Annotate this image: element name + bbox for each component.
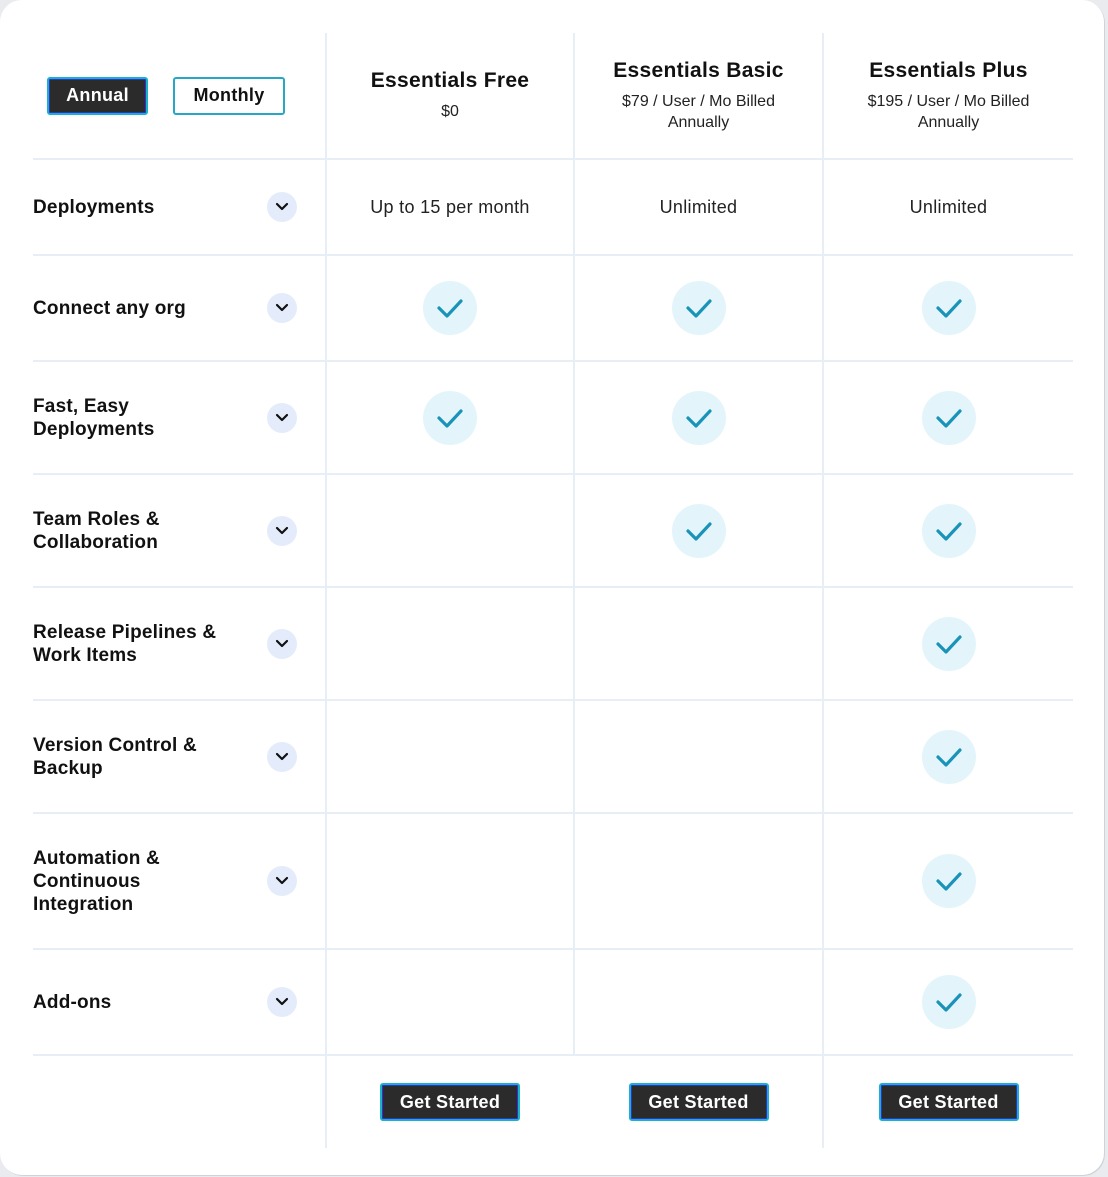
- plan-price: $79 / User / Mo Billed Annually: [622, 93, 775, 131]
- feature-rows: [33, 160, 1073, 1056]
- feature-value-cell: [822, 475, 1073, 586]
- feature-value-cell: [822, 814, 1073, 948]
- feature-row: [33, 588, 1073, 701]
- cta-cell: [325, 1056, 573, 1148]
- feature-value-cell: [325, 950, 573, 1054]
- get-started-button-basic[interactable]: Get Started: [629, 1083, 769, 1121]
- chevron-down-icon[interactable]: [267, 866, 297, 896]
- check-icon: [672, 281, 726, 335]
- feature-value-cell: [822, 256, 1073, 360]
- feature-value-cell: [325, 362, 573, 473]
- check-icon: [922, 617, 976, 671]
- check-icon: [922, 504, 976, 558]
- feature-label: Connect any org: [33, 297, 186, 319]
- check-icon: [423, 281, 477, 335]
- feature-value-cell: [822, 160, 1073, 254]
- monthly-button[interactable]: Monthly: [173, 77, 285, 115]
- chevron-down-icon[interactable]: [267, 629, 297, 659]
- plan-header-basic: [573, 33, 822, 158]
- pricing-table: [33, 33, 1073, 1148]
- feature-row: [33, 814, 1073, 950]
- feature-value: Unlimited: [909, 196, 988, 217]
- feature-value-cell: [573, 256, 822, 360]
- feature-row: [33, 950, 1073, 1056]
- feature-label-cell: [33, 256, 325, 360]
- feature-value-cell: [573, 814, 822, 948]
- check-icon: [672, 391, 726, 445]
- billing-toggle-cell: [33, 33, 325, 158]
- check-icon: [922, 391, 976, 445]
- feature-value-cell: [325, 588, 573, 699]
- cta-cell: [822, 1056, 1073, 1148]
- feature-value-cell: [573, 588, 822, 699]
- feature-value-cell: [573, 701, 822, 812]
- plan-name: Essentials Free: [370, 69, 530, 92]
- chevron-down-icon[interactable]: [267, 742, 297, 772]
- feature-value-cell: [325, 701, 573, 812]
- feature-value-cell: [822, 701, 1073, 812]
- feature-label-cell: [33, 701, 325, 812]
- get-started-button-plus[interactable]: Get Started: [879, 1083, 1019, 1121]
- feature-label: Add-ons: [33, 991, 112, 1013]
- check-icon: [922, 730, 976, 784]
- check-icon: [672, 504, 726, 558]
- chevron-down-icon[interactable]: [267, 403, 297, 433]
- chevron-down-icon[interactable]: [267, 987, 297, 1017]
- feature-value-cell: [822, 950, 1073, 1054]
- feature-row: [33, 256, 1073, 362]
- feature-label: Team Roles & Collaboration: [33, 508, 160, 553]
- plan-name: Essentials Basic: [613, 59, 784, 82]
- feature-value-cell: [573, 362, 822, 473]
- footer-spacer: [33, 1056, 325, 1148]
- annual-button[interactable]: Annual: [47, 77, 148, 115]
- plan-name: Essentials Plus: [869, 59, 1028, 82]
- feature-value-cell: [325, 160, 573, 254]
- feature-value: Up to 15 per month: [370, 196, 530, 217]
- feature-label: Version Control & Backup: [33, 734, 197, 779]
- check-icon: [922, 975, 976, 1029]
- plan-header-plus: [822, 33, 1073, 158]
- feature-label-cell: [33, 814, 325, 948]
- feature-row: [33, 475, 1073, 588]
- feature-value-cell: [822, 362, 1073, 473]
- get-started-button-free[interactable]: Get Started: [380, 1083, 520, 1121]
- chevron-down-icon[interactable]: [267, 293, 297, 323]
- feature-label-cell: [33, 475, 325, 586]
- footer-row: [33, 1056, 1073, 1148]
- feature-value-cell: [573, 950, 822, 1054]
- chevron-down-icon[interactable]: [267, 192, 297, 222]
- plan-header-free: [325, 33, 573, 158]
- feature-value-cell: [325, 256, 573, 360]
- feature-label-cell: [33, 588, 325, 699]
- plan-price: $195 / User / Mo Billed Annually: [867, 93, 1030, 131]
- chevron-down-icon[interactable]: [267, 516, 297, 546]
- feature-label: Automation & Continuous Integration: [33, 847, 160, 915]
- feature-label-cell: [33, 362, 325, 473]
- feature-value-cell: [822, 588, 1073, 699]
- header-row: [33, 33, 1073, 160]
- check-icon: [423, 391, 477, 445]
- feature-label: Fast, Easy Deployments: [33, 395, 155, 440]
- feature-row: [33, 701, 1073, 814]
- feature-row: [33, 362, 1073, 475]
- feature-row: [33, 160, 1073, 256]
- feature-value-cell: [325, 475, 573, 586]
- feature-label-cell: [33, 160, 325, 254]
- feature-label-cell: [33, 950, 325, 1054]
- feature-value-cell: [573, 160, 822, 254]
- feature-value: Unlimited: [659, 196, 738, 217]
- feature-value-cell: [325, 814, 573, 948]
- check-icon: [922, 281, 976, 335]
- billing-toggle: [47, 77, 285, 115]
- cta-cell: [573, 1056, 822, 1148]
- plan-price: $0: [441, 103, 459, 120]
- feature-label: Deployments: [33, 196, 155, 218]
- feature-label: Release Pipelines & Work Items: [33, 621, 217, 666]
- check-icon: [922, 854, 976, 908]
- feature-value-cell: [573, 475, 822, 586]
